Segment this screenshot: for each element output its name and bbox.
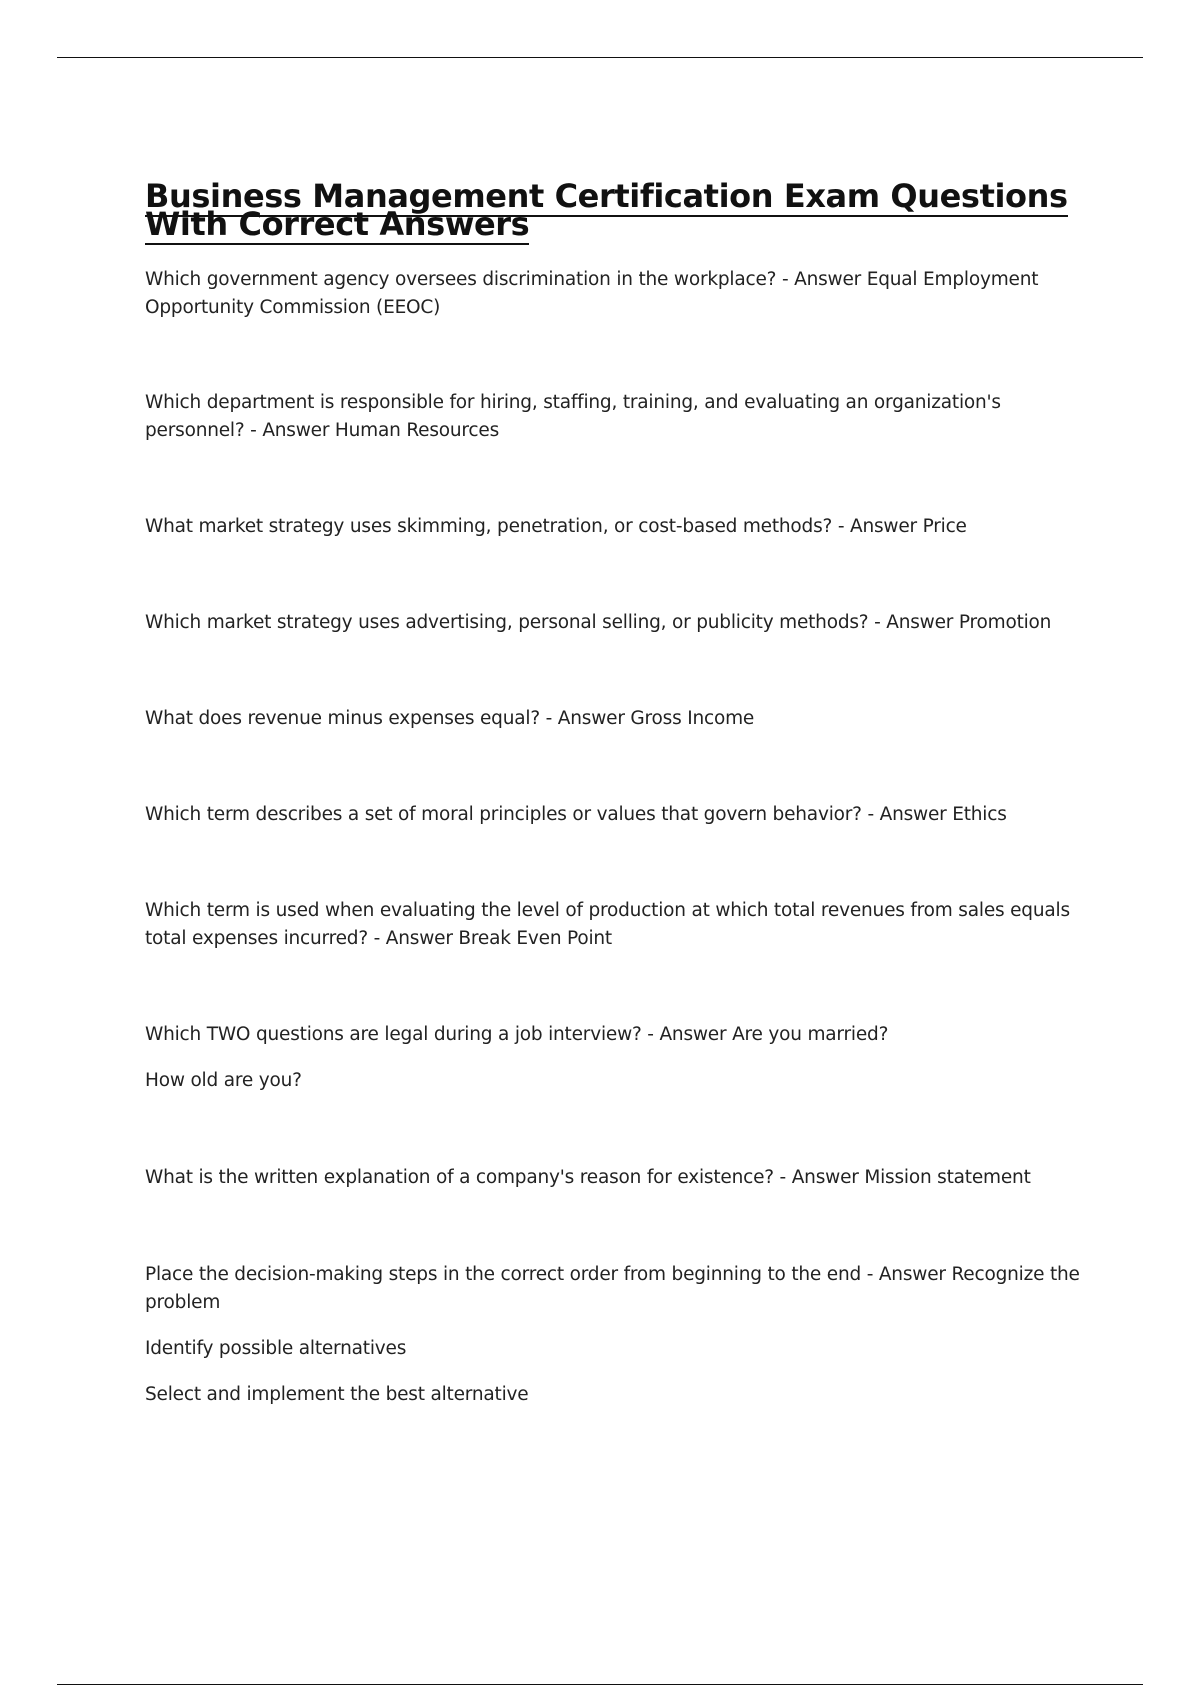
qa-text-continuation: Identify possible alternatives xyxy=(145,1338,407,1359)
qa-text: Place the decision-making steps in the correct order from beginning to the end - Answer Recognize the problem xyxy=(145,1264,1080,1313)
qa-text-continuation: Select and implement the best alternative xyxy=(145,1384,529,1405)
qa-text: Which term describes a set of moral principles or values that govern behavior? - Answer Ethics xyxy=(145,804,1007,825)
document-body xyxy=(145,177,1085,1409)
title-line-1: Business Management Certification Exam Questions xyxy=(145,177,1068,215)
qa-item xyxy=(145,1164,1085,1192)
qa-text: What is the written explanation of a company's reason for existence? - Answer Mission statement xyxy=(145,1167,1031,1188)
qa-item xyxy=(145,513,1085,541)
qa-item xyxy=(145,266,1085,322)
qa-text: Which TWO questions are legal during a job interview? - Answer Are you married? xyxy=(145,1024,889,1045)
bottom-rule xyxy=(57,1684,1143,1685)
qa-text-continuation: How old are you? xyxy=(145,1070,302,1091)
qa-item xyxy=(145,389,1085,445)
title-line-2: With Correct Answers xyxy=(145,205,530,243)
qa-list xyxy=(145,266,1085,1409)
qa-item xyxy=(145,897,1085,953)
qa-text: What market strategy uses skimming, penetration, or cost-based methods? - Answer Price xyxy=(145,516,967,537)
qa-item xyxy=(145,1261,1085,1409)
qa-item xyxy=(145,1021,1085,1095)
qa-item xyxy=(145,609,1085,637)
qa-text: Which term is used when evaluating the level of production at which total revenues from sales equals total expenses incurred? - Answer Break Even Point xyxy=(145,900,1070,949)
qa-item xyxy=(145,705,1085,733)
qa-text: Which department is responsible for hiring, staffing, training, and evaluating an organization's personnel? - Answer Human Resources xyxy=(145,392,1001,441)
qa-text: Which market strategy uses advertising, personal selling, or publicity methods? - Answer Promotion xyxy=(145,612,1052,633)
document-title xyxy=(145,177,1085,243)
qa-item xyxy=(145,801,1085,829)
qa-text: What does revenue minus expenses equal? - Answer Gross Income xyxy=(145,708,755,729)
qa-text: Which government agency oversees discrimination in the workplace? - Answer Equal Employment Opportunity Commission (EEOC) xyxy=(145,269,1039,318)
top-rule xyxy=(57,57,1143,58)
